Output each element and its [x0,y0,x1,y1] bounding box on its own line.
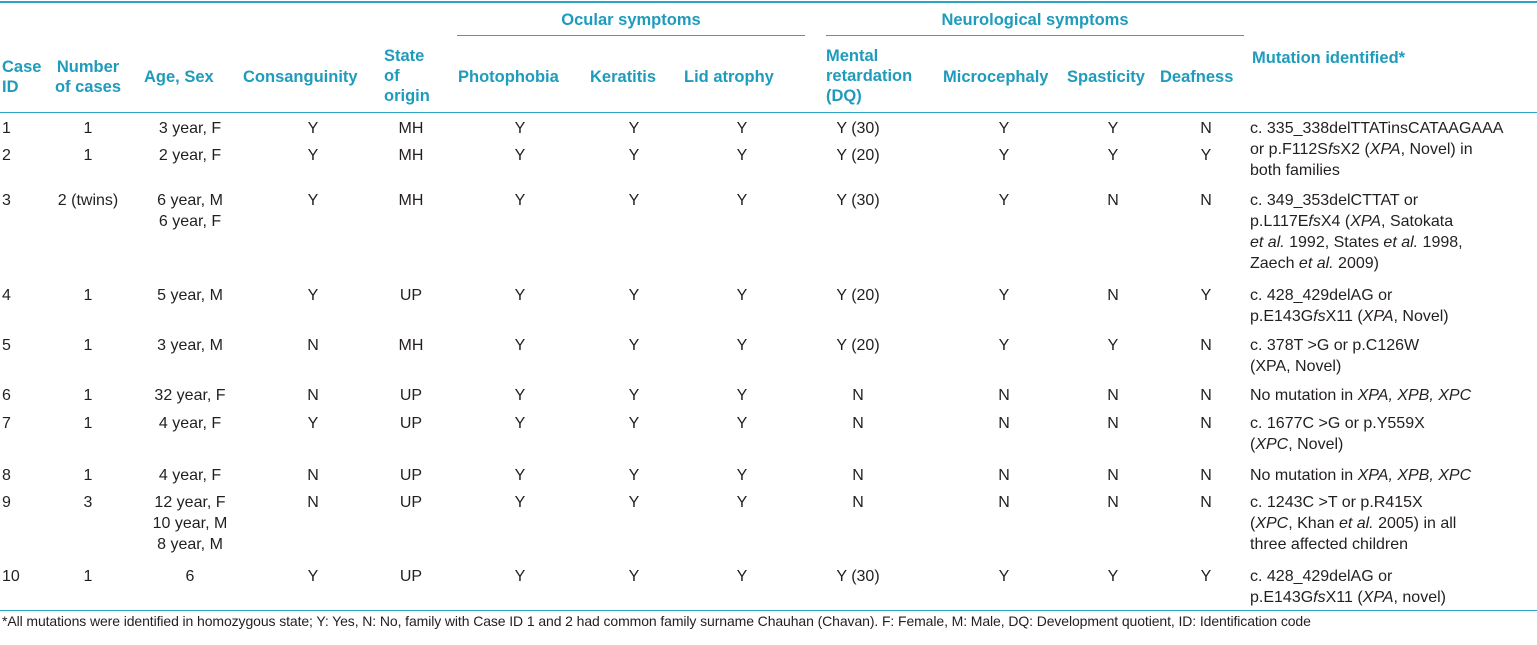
cell-keratitis: Y [628,287,640,304]
cell-lid-atrophy: Y [736,192,748,209]
cell-consanguinity: N [307,387,319,404]
cell-mutation-identified: c. 349_353delCTTAT or p.L117EfsX4 (XPA, Satokata et al. 1992, States et al. 1998, Zaech et al. 2009) [1250,192,1463,272]
cell-mutation-identified: c. 1243C >T or p.R415X (XPC, Khan et al. 2005) in all three affected children [1250,494,1457,553]
header-consanguinity: Consanguinity [243,68,358,86]
header-age-sex: Age, Sex [144,68,214,86]
cell-keratitis: Y [628,494,640,511]
cell-mutation-identified: c. 378T >G or p.C126W (XPA, Novel) [1250,337,1420,375]
cell-number-of-cases: 1 [83,387,93,404]
cell-age-sex: 6 [185,568,195,585]
cell-lid-atrophy: Y [736,287,748,304]
cell-microcephaly: Y [998,192,1010,209]
cell-case-id: 7 [2,415,11,432]
cell-state-of-origin: MH [398,120,424,137]
cell-case-id: 9 [2,494,11,511]
cell-age-sex: 5 year, M [157,287,223,304]
cell-spasticity: N [1107,494,1119,511]
cell-mental-retardation: Y (30) [836,120,880,137]
neuro-group-underline [826,35,1244,36]
cell-deafness: N [1200,337,1212,354]
table-footnote: *All mutations were identified in homozygous state; Y: Yes, N: No, family with Case ID 1 and 2 had common family surname Chauhan (Chavan). F: Female, M: Male, DQ: Development quotient, ID: Identification code [2,613,1311,629]
cell-number-of-cases: 2 (twins) [57,192,119,209]
header-keratitis: Keratitis [590,68,657,86]
cell-microcephaly: N [998,494,1010,511]
cell-number-of-cases: 1 [83,337,93,354]
cell-mental-retardation: N [852,387,864,404]
ocular-group-underline [457,35,805,36]
cell-age-sex: 3 year, M [157,337,223,354]
cell-spasticity: N [1107,287,1119,304]
cell-microcephaly: N [998,387,1010,404]
cell-deafness: N [1200,415,1212,432]
cell-case-id: 10 [2,568,20,585]
cell-case-id: 8 [2,467,11,484]
cell-keratitis: Y [628,192,640,209]
cell-deafness: Y [1200,287,1212,304]
cell-microcephaly: N [998,467,1010,484]
cell-microcephaly: Y [998,287,1010,304]
cell-mental-retardation: Y (30) [836,192,880,209]
header-lid-atrophy: Lid atrophy [684,68,774,86]
cell-age-sex: 4 year, F [158,415,222,432]
cell-case-id: 6 [2,387,11,404]
cell-number-of-cases: 1 [83,415,93,432]
cell-age-sex: 12 year, F 10 year, M 8 year, M [152,494,228,553]
cell-state-of-origin: UP [399,287,423,304]
cell-photophobia: Y [514,287,526,304]
cell-microcephaly: Y [998,147,1010,164]
cell-consanguinity: Y [307,192,319,209]
header-mental-retardation: Mental retardation (DQ) [826,47,913,105]
cell-age-sex: 4 year, F [158,467,222,484]
cell-case-id: 1 [2,120,11,137]
cell-photophobia: Y [514,415,526,432]
cell-spasticity: N [1107,192,1119,209]
cell-number-of-cases: 1 [83,147,93,164]
cell-consanguinity: Y [307,120,319,137]
cell-mental-retardation: Y (20) [836,337,880,354]
cell-state-of-origin: UP [399,568,423,585]
cell-mental-retardation: Y (30) [836,568,880,585]
cell-spasticity: N [1107,415,1119,432]
cell-consanguinity: Y [307,568,319,585]
cell-age-sex: 32 year, F [154,387,226,404]
cell-number-of-cases: 1 [83,120,93,137]
cell-state-of-origin: MH [398,147,424,164]
cell-consanguinity: N [307,467,319,484]
cell-mental-retardation: N [852,467,864,484]
cell-state-of-origin: UP [399,494,423,511]
cell-lid-atrophy: Y [736,337,748,354]
cell-mutation-identified: c. 1677C >G or p.Y559X (XPC, Novel) [1250,415,1425,453]
cell-deafness: N [1200,120,1212,137]
cell-keratitis: Y [628,568,640,585]
cell-photophobia: Y [514,568,526,585]
cell-photophobia: Y [514,192,526,209]
cell-mental-retardation: N [852,415,864,432]
bottom-rule [0,610,1537,611]
cell-photophobia: Y [514,387,526,404]
cell-consanguinity: N [307,494,319,511]
cell-number-of-cases: 1 [83,568,93,585]
cell-lid-atrophy: Y [736,147,748,164]
cell-state-of-origin: MH [398,192,424,209]
cell-photophobia: Y [514,337,526,354]
cell-photophobia: Y [514,467,526,484]
cell-lid-atrophy: Y [736,494,748,511]
cell-mutation-identified: c. 428_429delAG or p.E143GfsX11 (XPA, Novel) [1250,287,1449,325]
cell-state-of-origin: UP [399,387,423,404]
cell-consanguinity: Y [307,415,319,432]
cell-keratitis: Y [628,337,640,354]
cell-spasticity: Y [1107,568,1119,585]
cell-case-id: 2 [2,147,11,164]
cell-spasticity: N [1107,467,1119,484]
cell-lid-atrophy: Y [736,387,748,404]
cell-lid-atrophy: Y [736,120,748,137]
cell-mental-retardation: Y (20) [836,287,880,304]
cell-microcephaly: Y [998,120,1010,137]
cell-deafness: N [1200,387,1212,404]
header-number-of-cases: Number of cases [54,58,122,96]
cell-mutation-identified: c. 335_338delTTATinsCATAAGAAA or p.F112SfsX2 (XPA, Novel) in both families [1250,120,1504,179]
cell-spasticity: Y [1107,147,1119,164]
cell-case-id: 5 [2,337,11,354]
header-mutation-identified: Mutation identified* [1252,49,1406,67]
header-spasticity: Spasticity [1067,68,1145,86]
cell-lid-atrophy: Y [736,467,748,484]
cell-keratitis: Y [628,467,640,484]
cell-deafness: Y [1200,568,1212,585]
cell-mental-retardation: N [852,494,864,511]
cell-spasticity: Y [1107,337,1119,354]
cell-state-of-origin: UP [399,415,423,432]
cell-number-of-cases: 1 [83,287,93,304]
header-rule [0,112,1537,113]
top-rule [0,1,1537,3]
cell-deafness: Y [1200,147,1212,164]
header-microcephaly: Microcephaly [943,68,1049,86]
cell-lid-atrophy: Y [736,415,748,432]
cell-microcephaly: Y [998,568,1010,585]
cell-lid-atrophy: Y [736,568,748,585]
cell-photophobia: Y [514,120,526,137]
cell-age-sex: 3 year, F [158,120,222,137]
cell-microcephaly: N [998,415,1010,432]
cell-state-of-origin: MH [398,337,424,354]
header-case-id: Case ID [2,58,42,96]
cell-consanguinity: Y [307,287,319,304]
header-photophobia: Photophobia [458,68,559,86]
cell-case-id: 3 [2,192,11,209]
cell-microcephaly: Y [998,337,1010,354]
cell-spasticity: Y [1107,120,1119,137]
cell-keratitis: Y [628,120,640,137]
cell-number-of-cases: 3 [83,494,93,511]
cell-deafness: N [1200,192,1212,209]
cell-mutation-identified: No mutation in XPA, XPB, XPC [1250,387,1472,404]
cell-photophobia: Y [514,147,526,164]
cell-mutation-identified: No mutation in XPA, XPB, XPC [1250,467,1472,484]
ocular-symptoms-group-header: Ocular symptoms [561,11,701,29]
cell-keratitis: Y [628,147,640,164]
neurological-symptoms-group-header: Neurological symptoms [941,11,1129,29]
cell-mental-retardation: Y (20) [836,147,880,164]
cell-age-sex: 6 year, M 6 year, F [157,192,223,230]
header-deafness: Deafness [1160,68,1234,86]
cell-spasticity: N [1107,387,1119,404]
cell-keratitis: Y [628,387,640,404]
cell-keratitis: Y [628,415,640,432]
cell-mutation-identified: c. 428_429delAG or p.E143GfsX11 (XPA, novel) [1250,568,1446,606]
header-state-of-origin: State of origin [384,47,430,105]
cell-deafness: N [1200,467,1212,484]
cell-deafness: N [1200,494,1212,511]
cell-consanguinity: Y [307,147,319,164]
cell-age-sex: 2 year, F [158,147,222,164]
cell-consanguinity: N [307,337,319,354]
cell-number-of-cases: 1 [83,467,93,484]
cell-case-id: 4 [2,287,11,304]
cell-photophobia: Y [514,494,526,511]
cell-state-of-origin: UP [399,467,423,484]
